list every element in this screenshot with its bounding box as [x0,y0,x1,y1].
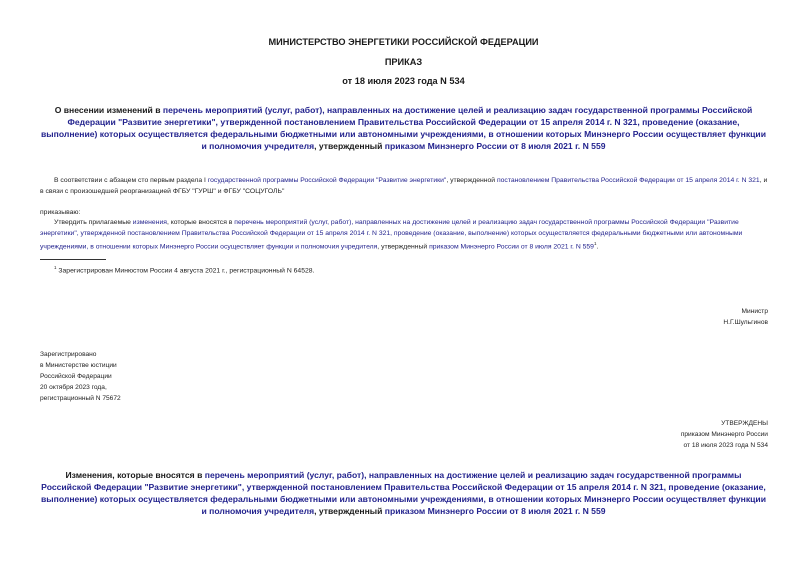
changes-title-text-2: , утвержденный [314,506,385,516]
order-title-text-2: , утвержденный [314,141,385,151]
registration-line-1: Зарегистрировано [40,351,97,358]
doc-type-heading: ПРИКАЗ [384,57,423,67]
order-559-link-3[interactable]: приказом Минэнерго России от 8 июля 2021 г. N 559 [384,506,606,516]
order-text: Утвердить прилагаемые [54,219,133,226]
changes-title-text: Изменения, которые вносятся в [65,470,205,480]
approval-line-3: от 18 июля 2023 года N 534 [683,442,768,449]
preamble-text-2: , утвержденной [446,177,497,184]
order-word: приказываю: [40,209,81,216]
state-program-link[interactable]: государственной программы Российской Федерации "Развитие энергетики" [207,177,447,184]
preamble-paragraph [40,176,768,197]
order-title-text: О внесении изменений в [54,105,163,115]
order-title [40,104,767,152]
changes-title [40,469,767,517]
registration-line-2: в Министерстве юстиции [40,362,117,369]
order-559-link[interactable]: приказом Минэнерго России от 8 июля 2021 г. N 559 [384,141,606,151]
footnote-divider [40,259,106,260]
order-paragraph [40,218,768,253]
approval-line-2: приказом Минэнерго России [680,431,768,438]
order-559-link-2[interactable]: приказом Минэнерго России от 8 июля 2021 г. N 559 [429,243,594,251]
preamble-text-3: , и в связи с произошедшей реорганизацией ФГБУ "ГУРШ" и ФГБУ "СОЦУГОЛЬ" [40,177,768,195]
order-text-4: . [596,243,599,251]
footnote-mark: 1 [54,265,57,270]
order-text-3: , утвержденный [377,243,430,251]
signature-name: Н.Г.Шульгинов [723,319,768,326]
footnote-text: Зарегистрирован Минюстом России 4 августа 2021 г., регистрационный N 64528. [58,267,315,275]
changes-link[interactable]: изменения [132,219,167,226]
preamble-text: В соответствии с абзацем сто первым раздела I [54,177,208,184]
footnote-ref[interactable]: 1 [593,241,597,247]
registration-line-5: регистрационный N 75672 [40,395,121,402]
registration-line-3: Российской Федерации [40,373,112,380]
program-list-link[interactable]: перечень мероприятий (услуг, работ), направленных на достижение целей и реализацию задач государственной программы Российской Федерации "Развитие энергетики", утвержденной постановлением Правительства Российской Федерации от 15 апреля 2014 г. N 321, проведение (оказание, выполнение) которых осуществляется федеральными бюджетными или автономными учреждениями, в отношении которых Минэнерго России осуществляет функции и полномочия учредителя [41,105,766,151]
program-list-link-2[interactable]: перечень мероприятий (услуг, работ), направленных на достижение целей и реализацию задач государственной программы Российской Федерации "Развитие энергетики", утвержденной постановлением Правительства Российской Федерации от 15 апреля 2014 г. N 321, проведение (оказание, выполнение) которых осуществляется федеральными бюджетными или автономными учреждениями, в отношении которых Минэнерго России осуществляет функции и полномочия учредителя [40,219,743,251]
approval-block [560,418,768,451]
doc-date-number: от 18 июля 2023 года N 534 [342,76,465,86]
resolution-321-link[interactable]: постановлением Правительства Российской Федерации от 15 апреля 2014 г. N 321 [496,177,760,184]
program-list-link-3[interactable]: перечень мероприятий (услуг, работ), направленных на достижение целей и реализацию задач государственной программы Российской Федерации "Развитие энергетики", утвержденной постановлением Правительства Российской Федерации от 15 апреля 2014 г. N 321, проведение (оказание, выполнение) которых осуществляется федеральными бюджетными или автономными учреждениями, в отношении которых Минэнерго России осуществляет функции и полномочия учредителя [41,470,766,516]
signature-position: Министр [741,308,768,315]
footnote [54,263,314,277]
ministry-heading: МИНИСТЕРСТВО ЭНЕРГЕТИКИ РОССИЙСКОЙ ФЕДЕРАЦИИ [268,37,539,47]
order-text-2: , которые вносятся в [166,219,235,226]
registration-line-4: 20 октября 2023 года, [40,384,107,391]
approval-line-1: УТВЕРЖДЕНЫ [721,420,768,427]
registration-block [40,349,121,404]
